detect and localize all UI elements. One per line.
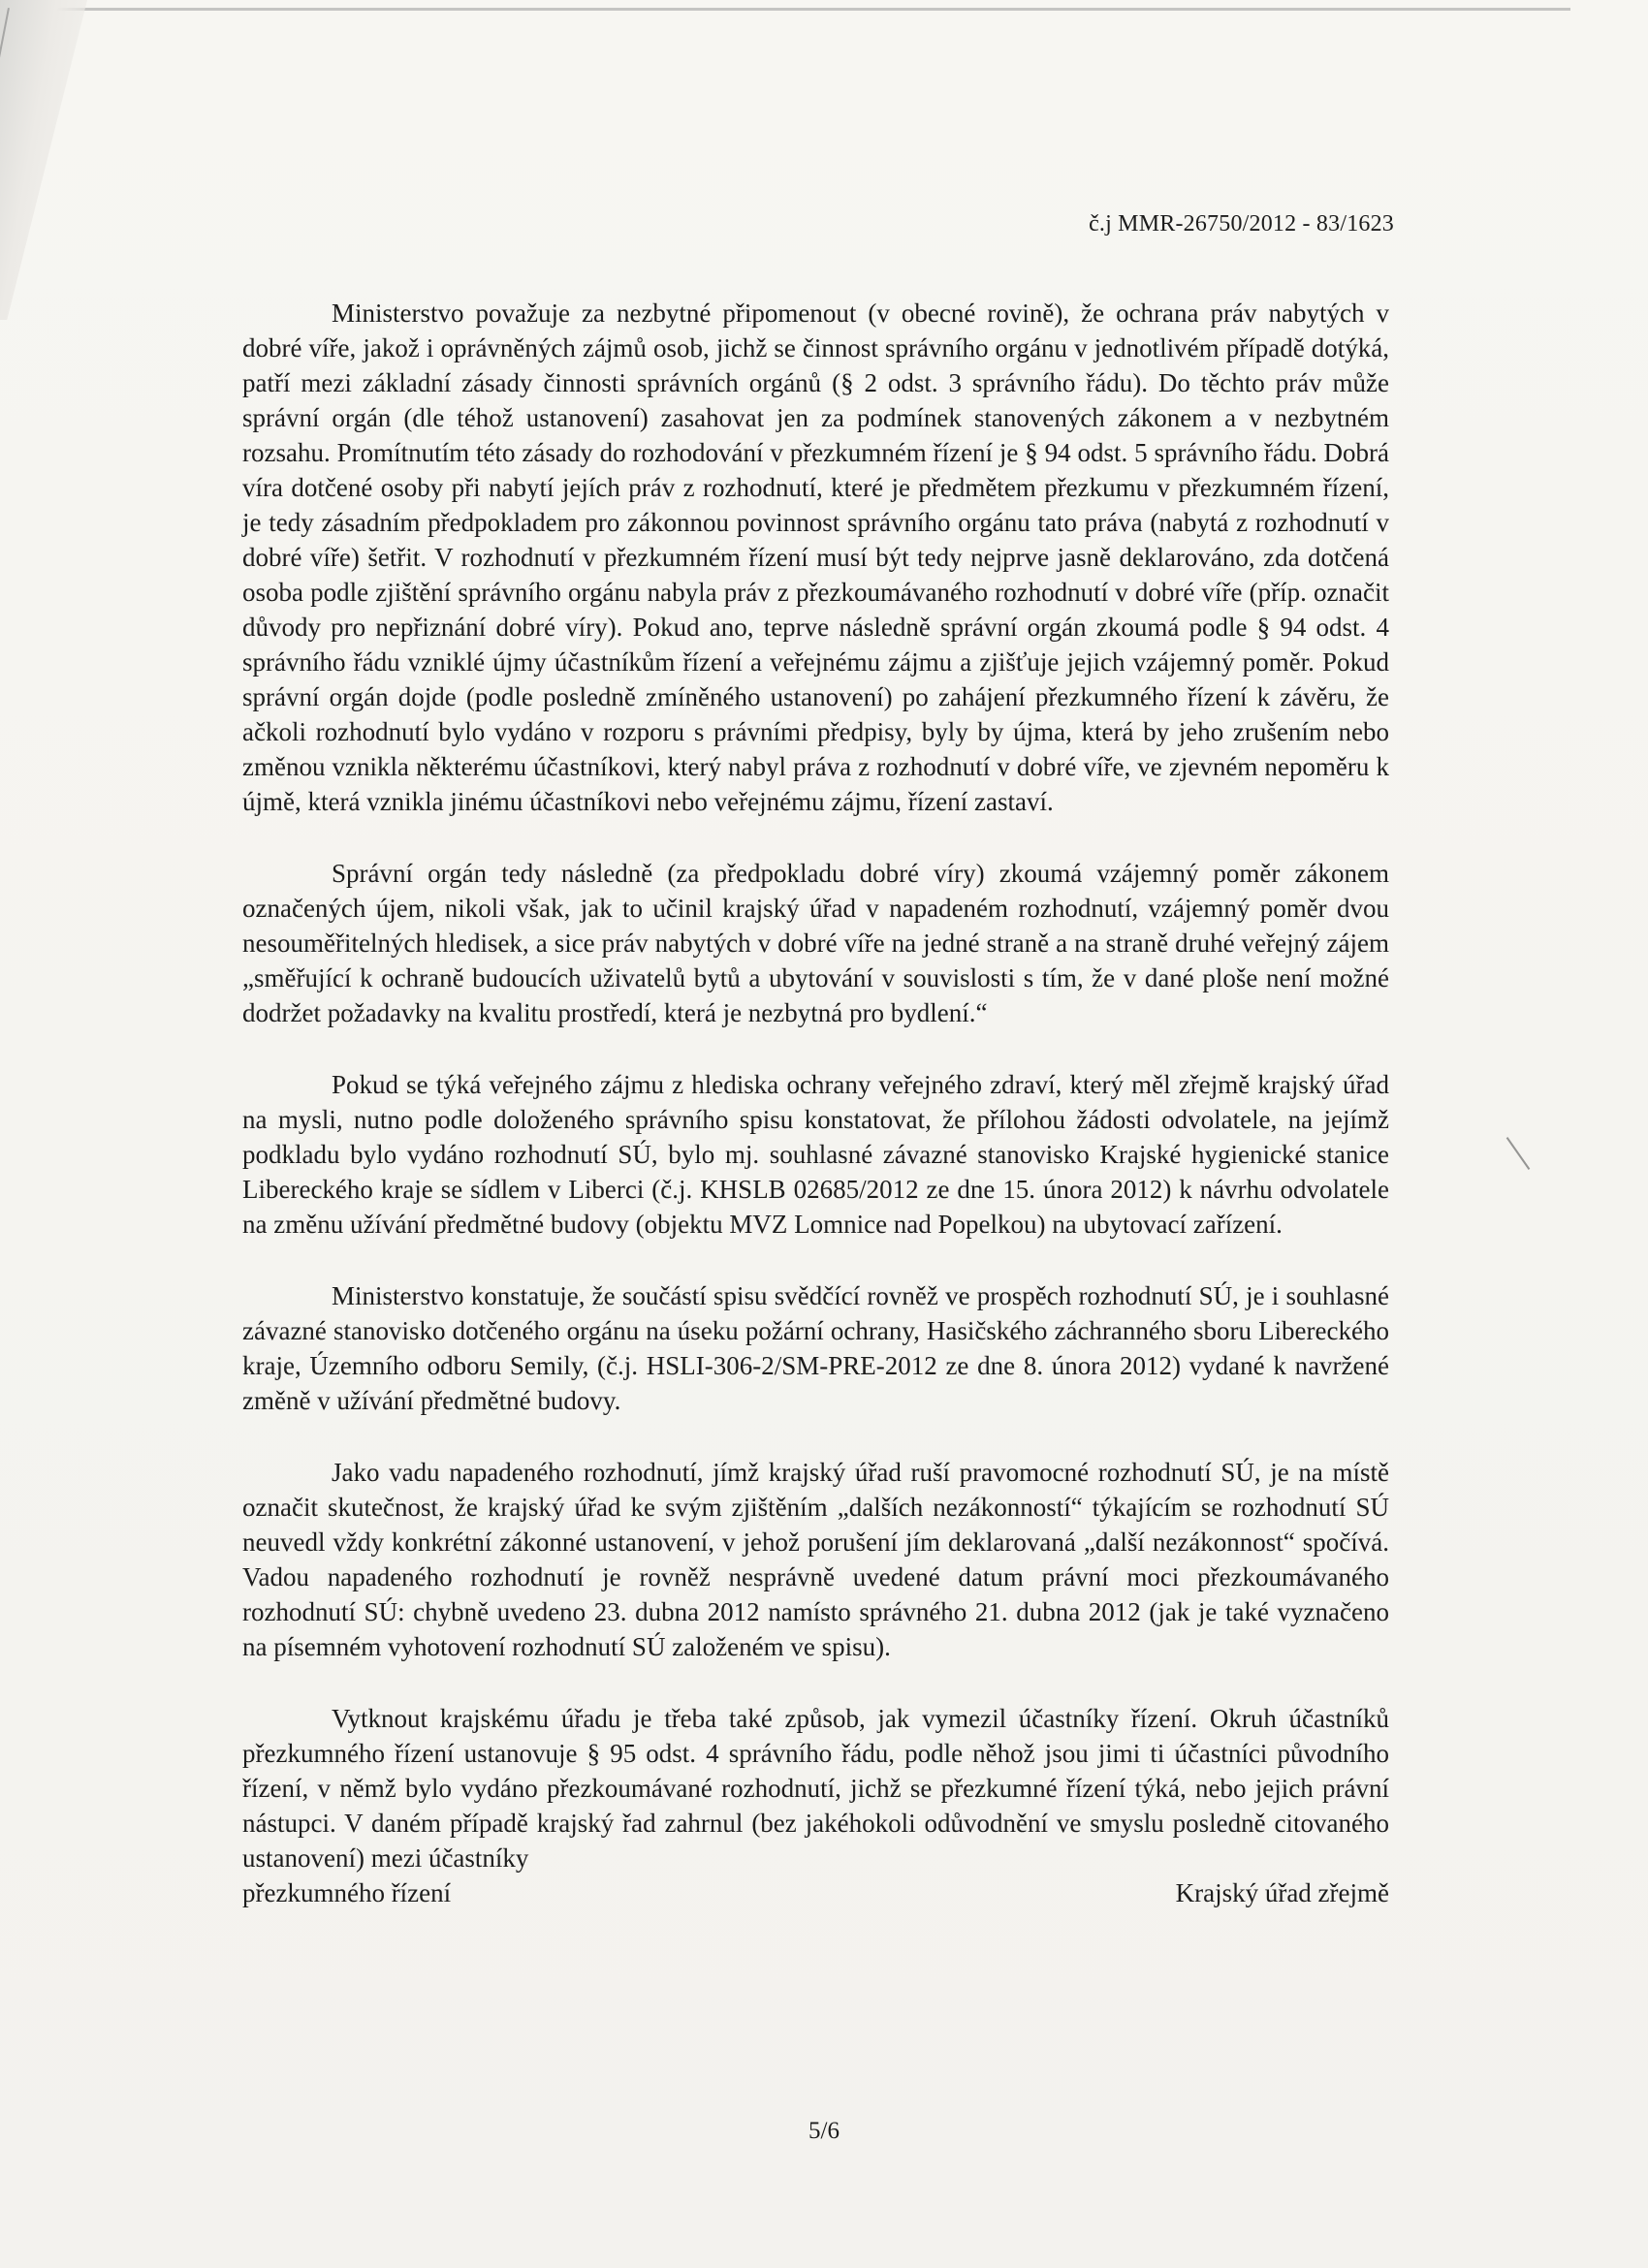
last-line <box>242 1875 1389 1910</box>
page-number: 5/6 <box>808 2118 840 2144</box>
scan-edge-top <box>39 8 1570 11</box>
pencil-mark <box>1506 1137 1531 1170</box>
paragraph-2: Správní orgán tedy následně (za předpokladu dobré víry) zkoumá vzájemný poměr zákonem označených újem, nikoli však, jak to učinil krajský úřad v napadeném rozhodnutí, vzájemný poměr dvou nesouměřitelných hledisek, a sice práv nabytých v dobré víře na jedné straně a na straně druhé veřejný zájem „směřující k ochraně budoucích uživatelů bytů a ubytování v souvislosti s tím, že v dané ploše není možné dodržet požadavky na kvalitu prostředí, která je nezbytná pro bydlení.“ <box>242 859 1389 1027</box>
last-line-left: přezkumného řízení <box>242 1878 452 1907</box>
last-line-right: Krajský úřad zřejmě <box>1175 1878 1389 1907</box>
paragraph-1: Ministerstvo považuje za nezbytné připomenout (v obecné rovině), že ochrana práv nabytých v dobré víře, jakož i oprávněných zájmů osob, jichž se činnost správního orgánu v jednotlivém případě dotýká, patří mezi základní zásady činnosti správních orgánů (§ 2 odst. 3 správního řádu). Do těchto práv může správní orgán (dle téhož ustanovení) zasahovat jen za podmínek stanovených zákonem a v nezbytném rozsahu. Promítnutím této zásady do rozhodování v přezkumném řízení je § 94 odst. 5 správního řádu. Dobrá víra dotčené osoby při nabytí jejích práv z rozhodnutí, které je předmětem přezkumu v přezkumném řízení, je tedy zásadním předpokladem pro zákonnou povinnost správního orgánu tato práva (nabytá z rozhodnutí v dobré víře) šetřit. V rozhodnutí v přezkumném řízení musí být tedy nejprve jasně deklarováno, zda dotčená osoba podle zjištění správního orgánu nabyla práv z přezkoumávaného rozhodnutí v dobré víře (příp. označit důvody pro nepřiznání dobré víry). Pokud ano, teprve následně správní orgán zkoumá podle § 94 odst. 4 správního řádu vzniklé újmy účastníkům řízení a veřejnému zájmu a zjišťuje jejich vzájemný poměr. Pokud správní orgán dojde (podle posledně zmíněného ustanovení) po zahájení přezkumného řízení k závěru, že ačkoli rozhodnutí bylo vydáno v rozporu s právními předpisy, byly by újma, která by jeho zrušením nebo změnou vznikla některému účastníkovi, který nabyl práva z rozhodnutí v dobré víře, ve zjevném nepoměru k újmě, která vznikla jinému účastníkovi nebo veřejnému zájmu, řízení zastaví. <box>242 299 1389 816</box>
paragraph-4: Ministerstvo konstatuje, že součástí spisu svědčící rovněž ve prospěch rozhodnutí SÚ, je i souhlasné závazné stanovisko dotčeného orgánu na úseku požární ochrany, Hasičského záchranného sboru Libereckého kraje, Územního odboru Semily, (č.j. HSLI-306-2/SM-PRE-2012 ze dne 8. února 2012) vydané k navržené změně v užívání předmětné budovy. <box>242 1281 1389 1415</box>
paragraph-3: Pokud se týká veřejného zájmu z hlediska ochrany veřejného zdraví, který měl zřejmě krajský úřad na mysli, nutno podle doloženého správního spisu konstatovat, že přílohou žádosti odvolatele, na jejímž podkladu bylo vydáno rozhodnutí SÚ, bylo mj. souhlasné závazné stanovisko Krajské hygienické stanice Libereckého kraje se sídlem v Liberci (č.j. KHSLB 02685/2012 ze dne 15. února 2012) k návrhu odvolatele na změnu užívání předmětné budovy (objektu MVZ Lomnice nad Popelkou) na ubytovací zařízení. <box>242 1070 1389 1239</box>
reference-number: č.j MMR-26750/2012 - 83/1623 <box>1089 211 1394 236</box>
paragraph-5: Jako vadu napadeného rozhodnutí, jímž krajský úřad ruší pravomocné rozhodnutí SÚ, je na místě označit skutečnost, že krajský úřad ke svým zjištěním „dalších nezákonností“ týkajícím se rozhodnutí SÚ neuvedl vždy konkrétní zákonné ustanovení, v jehož porušení jím deklarovaná „další nezákonnost“ spočívá. Vadou napadeného rozhodnutí je rovněž nesprávně uvedené datum právní moci přezkoumávaného rozhodnutí SÚ: chybně uvedeno 23. dubna 2012 namísto správného 21. dubna 2012 (jak je také vyznačeno na písemném vyhotovení rozhodnutí SÚ založeném ve spisu). <box>242 1458 1389 1661</box>
paragraph-6: Vytknout krajskému úřadu je třeba také způsob, jak vymezil účastníky řízení. Okruh účastníků přezkumného řízení ustanovuje § 95 odst. 4 správního řádu, podle něhož jsou jimi ti účastníci původního řízení, v němž bylo vydáno přezkoumávané rozhodnutí, jichž se přezkumné řízení týká, nebo jejich právní nástupci. V daném případě krajský řad zahrnul (bez jakéhokoli odůvodnění ve smyslu posledně citovaného ustanovení) mezi účastníky <box>242 1704 1389 1873</box>
scan-edge-left <box>0 0 87 320</box>
document-body <box>242 296 1389 1910</box>
